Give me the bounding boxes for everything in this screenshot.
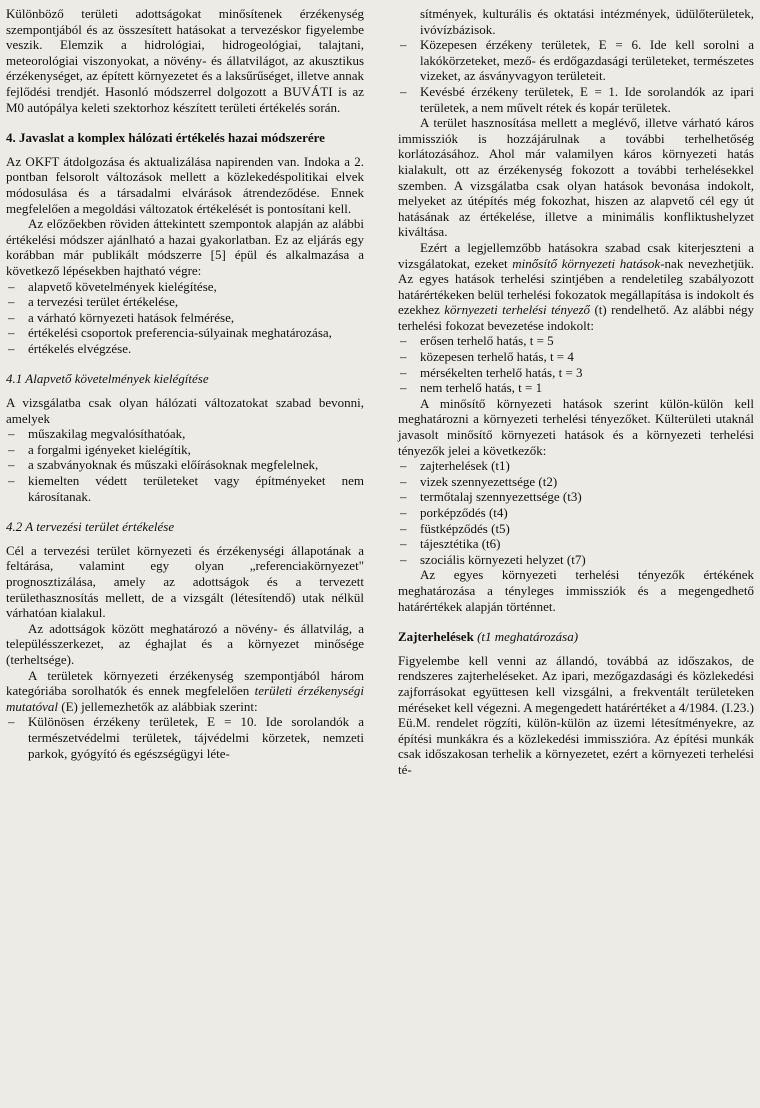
section-4-2-heading: 4.2 A tervezési terület értékelése bbox=[6, 519, 175, 535]
factors-list bbox=[398, 458, 754, 567]
list-item: – termőtalaj szennyezettsége (t3) bbox=[398, 489, 754, 505]
list-item: – zajterhelések (t1) bbox=[398, 458, 754, 474]
section-4-2-paragraph-2: Az adottságok között meghatározó a növény- és állatvilág, a településszerkezet, az éghajlat és a környezet minősége (terheltsége). bbox=[6, 620, 364, 667]
category-list bbox=[6, 714, 364, 761]
list-item: – mérsékelten terhelő hatás, t = 3 bbox=[398, 365, 754, 381]
noise-heading-subtitle: (t1 meghatározása) bbox=[473, 629, 579, 645]
text-run: -nak nevezhetjük. Az egyes hatások terhelési szintjében a rendeletileg szabályozott határértékeken belül terhelési fokozatok megállapítása is indokolt és ezekhez bbox=[398, 255, 755, 318]
paragraph-determination: Az egyes környezeti terhelési tényezők értékének meghatározása a tényleges immissziók és a megengedhető határértékek alapján történnet. bbox=[398, 567, 754, 614]
noise-heading-title: Zajterhelések bbox=[398, 629, 474, 645]
requirements-list bbox=[6, 426, 364, 504]
steps-list bbox=[6, 279, 364, 357]
paragraph-load: A terület hasznosítása mellett a meglévő, illetve várható káros immissziók is hozzájárulnak a további terhelhetőség korlátozásához. Ahol már valamilyen káros környezeti hatás kialakult, ott az érzékenység fokozott a további terhelésekkel szemben. A vizsgálatba csak olyan hatások bevonása indokolt, melyeket az útépítés még fokozhat, hiszen az alapvető cél egy út hatásának az értékelése, illetve a minimális konfliktushelyzet kiváltása. bbox=[398, 115, 754, 240]
intro-paragraph: Különböző területi adottságokat minősítenek érzékenység szempontjából és az összesített hatásokat a tervezéskor figyelembe veszik. Elemzik a hidrológiai, hidrogeológiai, talajtani, meteorológiai viszonyokat, a növény- és állatvilágot, az akusztikus érzékenységet, az épített környezetet és a laksűrűséget, illetve annak fejlődési trendjét. Hasonló módszerrel dolgozott a BUVÁTI is az M0 autópálya keleti szektorhoz készített területi értékelés során. bbox=[6, 6, 364, 115]
section-4-2-paragraph-3 bbox=[6, 668, 364, 715]
category-list-continued bbox=[398, 6, 754, 115]
list-item: – alapvető követelmények kielégítése, bbox=[6, 279, 364, 295]
list-item: – Különösen érzékeny területek, E = 10. Ide sorolandók a természetvédelmi területek, tájvédelmi körzetek, nemzeti parkok, gyógyító és egészségügyi léte- bbox=[6, 714, 364, 761]
list-item: – vizek szennyezettsége (t2) bbox=[398, 474, 754, 490]
emphasis-text: környezeti terhelési tényező bbox=[444, 302, 591, 318]
list-item: – porképződés (t4) bbox=[398, 505, 754, 521]
list-item: – a forgalmi igényeket kielégítik, bbox=[6, 442, 364, 458]
list-item-continued: sítmények, kulturális és oktatási intézmények, üdülőterületek, ivóvízbázisok. bbox=[420, 6, 754, 37]
section-4-paragraph-1: Az OKFT átdolgozása és aktualizálása napirenden van. Indoka a 2. pontban felsorolt változások mellett a közlekedéspolitikai elvek módosulása és a társadalmi elvárások átrendeződése. Ennek megfelelően a megoldási változatok értékelését is pontosítani kell. bbox=[6, 153, 364, 216]
list-item: – Kevésbé érzékeny területek, E = 1. Ide sorolandók az ipari területek, a nem művelt rétek és kopár területek. bbox=[398, 84, 754, 115]
load-levels-list bbox=[398, 333, 754, 395]
list-item: – közepesen terhelő hatás, t = 4 bbox=[398, 349, 754, 365]
list-item: – tájesztétika (t6) bbox=[398, 536, 754, 552]
emphasis-text: területi érzékenységi mutatóval bbox=[6, 683, 364, 714]
list-item: – kiemelten védett területeket vagy építményeket nem károsítanak. bbox=[6, 473, 364, 504]
left-column bbox=[6, 6, 364, 761]
noise-heading bbox=[398, 629, 754, 645]
paragraph-qualifying-effects bbox=[398, 240, 754, 334]
paragraph-factors: A minősítő környezeti hatások szerint külön-külön kell meghatározni a környezeti terhelési tényezőket. Külterületi utaknál javasolt minősítő környezeti hatások és a környezeti terhelési tényezők jelei a következők: bbox=[398, 395, 754, 458]
list-item: – füstképződés (t5) bbox=[398, 521, 754, 537]
list-item: – a várható környezeti hatások felmérése, bbox=[6, 310, 364, 326]
right-column bbox=[398, 6, 754, 778]
emphasis-text: minősítő környezeti hatások bbox=[512, 255, 661, 271]
section-4-1-heading: 4.1 Alapvető követelmények kielégítése bbox=[6, 371, 209, 387]
noise-paragraph: Figyelembe kell venni az állandó, továbbá az időszakos, de rendszeres zajterheléseket. Az ipari, mezőgazdasági és közlekedési zajforrásokat együttesen kell vizsgálni, a frekventált területeken méréseket kell végezni. A megengedett határértéket a 4/1984. (I.23.) Eü.M. rendelet rögzíti, külön-külön az üzemi létesítményekre, az építési munkákra és a közlekedési immisszióra. Az építési munkák csak időszakosan terhelik a környezetet, ezért a környezeti terhelési té- bbox=[398, 652, 754, 777]
list-item: – szociális környezeti helyzet (t7) bbox=[398, 552, 754, 568]
list-item: – a tervezési terület értékelése, bbox=[6, 294, 364, 310]
text-run: Ezért a legjellemzőbb hatásokra szabad csak kiterjeszteni a vizsgálatokat, ezeket bbox=[398, 239, 754, 271]
text-run: (E) jellemezhetők az alábbiak szerint: bbox=[58, 698, 258, 714]
list-item: – értékelés elvégzése. bbox=[6, 341, 364, 357]
section-4-heading: 4. Javaslat a komplex hálózati értékelés hazai módszerére bbox=[6, 130, 325, 146]
text-run: A területek környezeti érzékenység szempontjából három kategóriába sorolhatók és ennek megfelelően bbox=[6, 667, 364, 699]
list-item: – Közepesen érzékeny területek, E = 6. Ide kell sorolni a lakókörzeteket, mező- és erdőgazdasági területeket, természetes vizeket, az ásványvagyon területeit. bbox=[398, 37, 754, 84]
list-item: – értékelési csoportok preferencia-súlyainak meghatározása, bbox=[6, 325, 364, 341]
section-4-paragraph-2: Az előzőekben röviden áttekintett szempontok alapján az alábbi értékelési módszer ajánlható a hazai gyakorlatban. Ez az eljárás egy korábban már publikált módszerre [5] épül és alkalmazása a következő lépésekben hajtható végre: bbox=[6, 216, 364, 278]
list-item: – nem terhelő hatás, t = 1 bbox=[398, 380, 754, 396]
section-4-2-paragraph-1: Cél a tervezési terület környezeti és érzékenységi állapotának a feltárása, valamint egy olyan „referenciakörnyezet" prognosztizálása, amely az adottságok és a tervezett területhasznosítás mellett, de a vizsgált (létesítendő) utak nélkül várhatóan kialakul. bbox=[6, 542, 364, 621]
list-item: – erősen terhelő hatás, t = 5 bbox=[398, 333, 754, 349]
text-run: (t) rendelhető. Az alábbi négy terhelési fokozat bevezetése indokolt: bbox=[398, 302, 755, 333]
list-item: – a szabványoknak és műszaki előírásoknak megfelelnek, bbox=[6, 457, 364, 473]
list-item: – műszakilag megvalósíthatóak, bbox=[6, 426, 364, 442]
section-4-1-paragraph: A vizsgálatba csak olyan hálózati változatokat szabad bevonni, amelyek bbox=[6, 395, 364, 426]
